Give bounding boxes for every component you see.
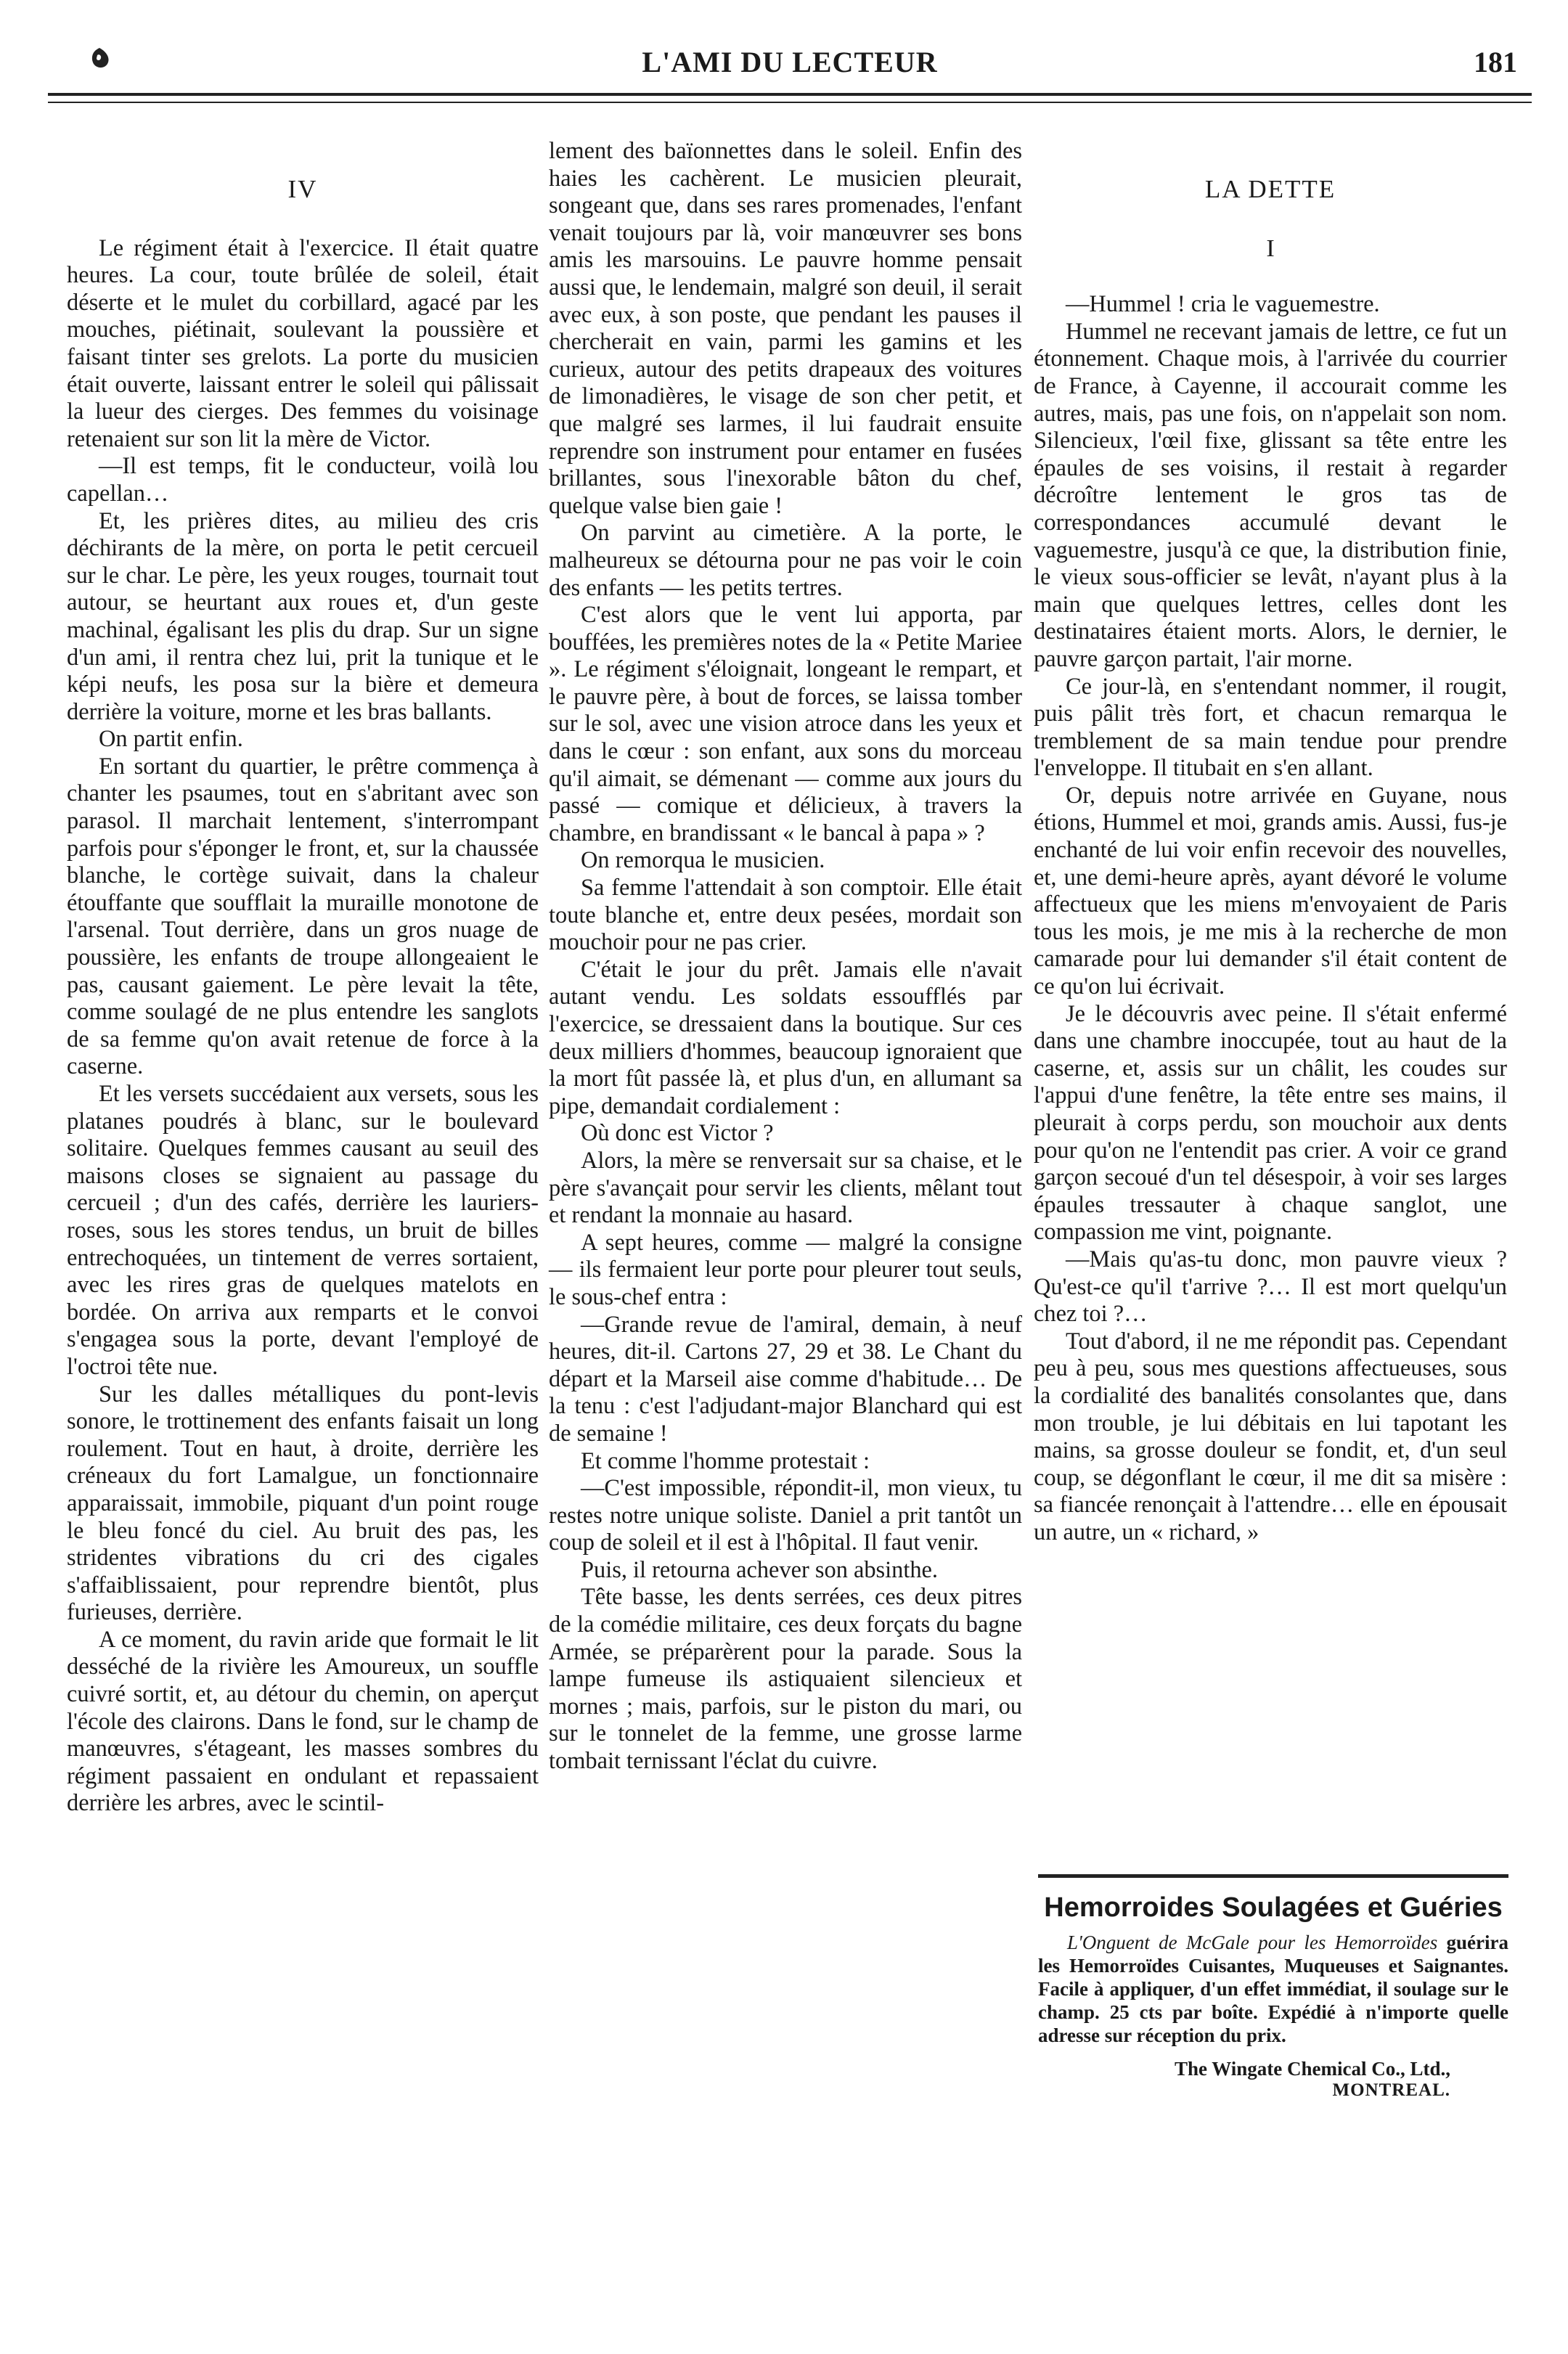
paragraph-continued: lement des baïonnettes dans le soleil. Enfin des haies les cachèrent. Le musicien pleurait, songeant que, dans ses rares promenades, l'enfant venait toujours par là, voir manœuvrer ses bons amis les marsouins. Le pauvre homme pensait aussi que, le lendemain, malgré son deuil, il serait avec eux, à son poste, que pendant les pauses il chercherait en vain, parmi les gamins et les curieux, autour des petits drapeaux des voitures de limonadières, le visage de son cher petit, et que malgré ses larmes, il lui faudrait ensuite reprendre son instrument pour entamer en fusées brillantes, sous l'inexorable bâton du chef, quelque valse bien gaie ! <box>549 138 1022 519</box>
paragraph: C'est alors que le vent lui apporta, par bouffées, les premières notes de la « Petite Mariee ». Le régiment s'éloignait, longeant le rempart, et le pauvre père, à bout de forces, se laissa tomber sur le sol, avec une vision atroce dans les yeux et dans le cœur : son enfant, aux sons du morceau qu'il aimait, se démenant — comme aux jours du passé — comique et délicieux, à travers la chambre, en brandissant « le bancal à papa » ? <box>549 602 1022 846</box>
advertisement-product: L'Onguent de McGale pour les Hemorroïdes <box>1067 1932 1438 1953</box>
paragraph: Le régiment était à l'exercice. Il était quatre heures. La cour, toute brûlée de soleil, était déserte et le mulet du corbillard, agacé par les mouches, piétinait, soulevant la poussière et faisant tinter ses grelots. La porte du musicien était ouverte, laissant entrer le soleil qui pâlissait la lueur des cierges. Des femmes du voisinage retenaient sur son lit la mère de Victor. <box>67 234 539 452</box>
paragraph: Sur les dalles métalliques du pont-levis sonore, le trottinement des enfants faisait un long roulement. Tout en haut, à droite, derrière les créneaux du fort Lamalgue, un fonctionnaire apparaissait, immobile, piquant d'un point rouge le bleu foncé du ciel. Au bruit des pas, les stridentes vibrations du cri des cigales s'affaiblissaient, pour reprendre bientôt, plus furieuses, derrière. <box>67 1381 539 1626</box>
advertisement <box>1038 1892 1508 2101</box>
column-1 <box>67 138 539 1818</box>
paragraph: —C'est impossible, répondit-il, mon vieux, tu restes notre unique soliste. Daniel a prit tantôt un coup de soleil et il est à l'hôpital. Il faut venir. <box>549 1475 1022 1556</box>
page-header <box>48 42 1532 86</box>
paragraph: On parvint au cimetière. A la porte, le malheureux se détourna pour ne pas voir le coin des enfants — les petits tertres. <box>549 520 1022 601</box>
paragraph: A sept heures, comme — malgré la consigne — ils fermaient leur porte pour pleurer tout seuls, le sous-chef entra : <box>549 1229 1022 1310</box>
header-rule-thin <box>48 102 1532 103</box>
paragraph: Et, les prières dites, au milieu des cris déchirants de la mère, on porta le petit cercueil sur le char. Le père, les yeux rouges, tournait tout autour, se heurtant aux roues et, d'un geste machinal, égalisant les plis du drap. Sur un signe d'un ami, il rentra chez lui, prit la tunique et le képi neufs, les posa sur la bière et demeura derrière la voiture, morne et les bras ballants. <box>67 507 539 725</box>
section-heading-iv: IV <box>287 175 318 203</box>
chapter-heading: I <box>1266 234 1275 262</box>
paragraph: —Il est temps, fit le conducteur, voilà lou capellan… <box>67 453 539 507</box>
paragraph: Et les versets succédaient aux versets, sous les platanes poudrés à blanc, sur le boulevard solitaire. Quelques femmes causant au seuil des maisons closes se signaient au passage du cercueil ; d'un des cafés, derrière les lauriers-roses, sous les stores tendus, un bruit de billes entrechoquées, un tintement de verres sortaient, avec les rires gras de quelques matelots en bordée. On arriva aux remparts et le convoi s'engagea sous la porte, devant l'employé de l'octroi tête nue. <box>67 1081 539 1380</box>
paragraph: En sortant du quartier, le prêtre commença à chanter les psaumes, tout en s'abritant avec son parasol. Il marchait lentement, s'interrompant parfois pour s'éponger le front, et, sur la chaussée blanche, le cortège suivait, dans la chaleur étouffante que soufflait la muraille monotone de l'arsenal. Tout derrière, dans un gros nuage de poussière, les enfants de troupe allongeaient le pas, causant gaiement. Le père levait la tête, comme soulagé de ne plus entendre les sanglots de sa femme qu'on avait retenue de force à la caserne. <box>67 753 539 1080</box>
advertisement-title: Hemorroides Soulagées et Guéries <box>1044 1892 1503 1923</box>
advertisement-body <box>1038 1931 1508 2047</box>
paragraph: C'était le jour du prêt. Jamais elle n'avait autant vendu. Les soldats essoufflés par l'exercice, se dressaient dans la boutique. Sur ces deux milliers d'hommes, beaucoup ignoraient que la mort fût passée là, et plus d'un, en allumant sa pipe, demandait cordialement : <box>549 956 1022 1119</box>
paragraph: —Mais qu'as-tu donc, mon pauvre vieux ? Qu'est-ce qu'il t'arrive ?… Il est mort quelqu'un chez toi ?… <box>1034 1246 1507 1328</box>
advertisement-rule <box>1038 1874 1508 1878</box>
paragraph: Tête basse, les dents serrées, ces deux pitres de la comédie militaire, ces deux forçats du bagne Armée, se préparèrent pour la parade. Sous la lampe fumeuse ils astiquaient silencieux et mornes ; mais, parfois, sur le piston du mari, ou sur le tonnelet de la femme, une grosse larme tombait ternissant l'éclat du cuivre. <box>549 1584 1022 1775</box>
paragraph: Tout d'abord, il ne me répondit pas. Cependant peu à peu, sous mes questions affectueuses, sous la cordialité des banalités consolantes que, dans mon trouble, je lui débitais en lui tapotant les mains, sa grosse douleur se fondit, et, d'un seul coup, se dégonflant le cœur, il me dit sa misère : sa fiancée renonçait à l'attendre… elle en épousait un autre, un « richard, » <box>1034 1328 1507 1545</box>
column-2 <box>549 138 1022 1775</box>
advertisement-city: MONTREAL. <box>1332 2080 1450 2100</box>
paragraph: Hummel ne recevant jamais de lettre, ce fut un étonnement. Chaque mois, à l'arrivée du courrier de France, à Cayenne, il accourait comme les autres, mais, pas une fois, on n'appelait son nom. Silencieux, l'œil fixe, glissant sa tête entre les épaules de ses voisins, il restait à regarder décroître lentement le gros tas de correspondances accumulé devant le vaguemestre, jusqu'à ce que, la distribution finie, le vieux sous-officier se levât, n'ayant plus à la main que quelques lettres, celles dont les destinataires étaient morts. Alors, le dernier, le pauvre garçon partait, l'air morne. <box>1034 318 1507 672</box>
paragraph: Sa femme l'attendait à son comptoir. Elle était toute blanche et, entre deux pesées, mordait son mouchoir pour ne pas crier. <box>549 875 1022 956</box>
paragraph: —Grande revue de l'amiral, demain, à neuf heures, dit-il. Cartons 27, 29 et 38. Le Chant du départ et la Marseil aise comme d'habitude… De la tenu : c'est l'adjudant-major Blanchard qui est de semaine ! <box>549 1311 1022 1447</box>
paragraph: Puis, il retourna achever son absinthe. <box>581 1556 939 1583</box>
advertisement-text: guérira les Hemorroïdes Cuisantes, Muqueuses et Saignantes. Facile à appliquer, d'un effet immédiat, il soulage sur le champ. 25 cts par boîte. Expédié à n'importe quelle adresse sur réception du prix. <box>1038 1932 1508 2046</box>
paragraph: —Hummel ! cria le vaguemestre. <box>1066 291 1380 318</box>
advertisement-signature: The Wingate Chemical Co., Ltd., <box>1174 2058 1450 2080</box>
paragraph: A ce moment, du ravin aride que formait le lit desséché de la rivière les Amoureux, un souffle cuivré sortit, et, au détour du chemin, on aperçut l'école des clairons. Dans le fond, sur le champ de manœuvres, s'étageant, les masses sombres du régiment passaient en ondulant et repassaient derrière les arbres, avec le scintil- <box>67 1626 539 1817</box>
paragraph: Je le découvris avec peine. Il s'était enfermé dans une chambre inoccupée, tout au haut de la caserne, et, assis sur un châlit, les coudes sur l'appui d'une fenêtre, la tête entre ses mains, il pleurait à corps perdu, son mouchoir aux dents pour qu'on ne l'entendit pas crier. A voir ce grand garçon secoué d'un tel désespoir, à voir ses larges épaules tressauter à chaque sanglot, une compassion me vint, poignante. <box>1034 1000 1507 1246</box>
paragraph: On partit enfin. <box>99 726 243 753</box>
paragraph: Alors, la mère se renversait sur sa chaise, et le père s'avançait pour servir les clients, mêlant tout et rendant la monnaie au hasard. <box>549 1147 1022 1229</box>
paragraph: Or, depuis notre arrivée en Guyane, nous étions, Hummel et moi, grands amis. Aussi, fus-je enchanté de lui voir enfin recevoir des nouvelles, et, une demi-heure après, ayant dévoré le volume affectueux que les miens m'envoyaient de Paris tous les mois, je me mis à la recherche de mon camarade pour lui demander s'il était content de ce qu'on lui écrivait. <box>1034 782 1507 1000</box>
paragraph: On remorqua le musicien. <box>581 847 825 874</box>
header-rule-thick <box>48 93 1532 96</box>
paragraph: Ce jour-là, en s'entendant nommer, il rougit, puis pâlit très fort, et chacun remarqua le tremblement de sa main tendue pour prendre l'enveloppe. Il titubait en s'en allant. <box>1034 673 1507 782</box>
paragraph: Où donc est Victor ? <box>581 1120 774 1147</box>
story-title: LA DETTE <box>1204 175 1336 203</box>
paragraph: Et comme l'homme protestait : <box>581 1447 870 1474</box>
running-title: L'AMI DU LECTEUR <box>642 46 938 78</box>
page-number: 181 <box>1474 46 1517 78</box>
column-3 <box>1034 138 1507 1547</box>
